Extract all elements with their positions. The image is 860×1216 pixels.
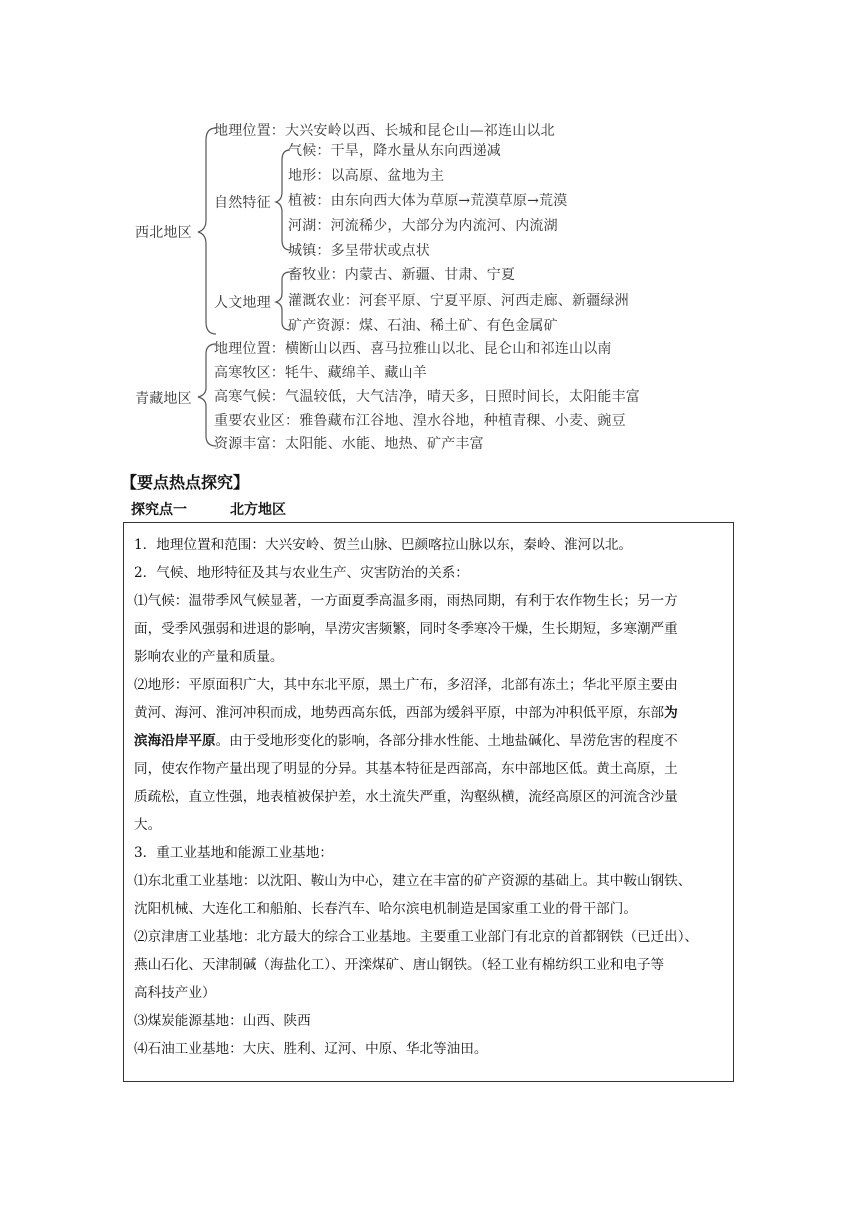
human-item-minerals: 矿产资源：煤、石油、稀土矿、有色金属矿	[288, 318, 558, 334]
terrain-line-3-text: 。由于受地形变化的影响，各部分排水性能、土地盐碱化、旱涝危害的程度不	[215, 733, 678, 749]
northwest-location: 地理位置：大兴安岭以西、长城和昆仑山—祁连山以北	[214, 123, 555, 139]
climate-line-2: 面，受季风强弱和进退的影响，旱涝灾害频繁，同时冬季寒冷干燥，生长期短，多寒潮严重	[134, 621, 678, 637]
terrain-line-2-text: 黄河、海河、淮河冲积而成，地势西高东低，西部为缓斜平原，中部为冲积低平原，东部	[134, 705, 665, 721]
terrain-line-2	[134, 701, 678, 721]
natural-item-climate: 气候：干旱，降水量从东向西递减	[288, 143, 501, 159]
terrain-line-3	[134, 729, 678, 749]
human-item-livestock: 畜牧业：内蒙古、新疆、甘肃、宁夏	[288, 267, 516, 283]
natural-item-vegetation: 植被：由东向西大体为草原→荒漠草原→荒漠	[288, 193, 568, 209]
coastal-plain-bold: 滨海沿岸平原	[134, 733, 216, 749]
terrain-line-1: ⑵地形：平原面积广大，其中东北平原，黑土广布，多沼泽，北部有冻土；华北平原主要由	[134, 677, 678, 693]
terrain-line-5: 质疏松，直立性强，地表植被保护差，水土流失严重，沟壑纵横，流经高原区的河流含沙量	[134, 789, 678, 805]
climate-line-3: 影响农业的产量和质量。	[134, 649, 284, 665]
coal-base-line: ⑶煤炭能源基地：山西、陕西	[134, 1013, 311, 1029]
subsection-label: 探究点一	[131, 502, 187, 518]
terrain-line-2-bold: 为	[664, 705, 678, 721]
qingzang-item-resources: 资源丰富：太阳能、水能、地热、矿产丰富	[214, 436, 484, 452]
jingjintang-line-2: 燕山石化、天津制碱（海盐化工）、开滦煤矿、唐山钢铁。（轻工业有棉纺织工业和电子等	[134, 957, 665, 973]
human-geography-label: 人文地理	[214, 295, 271, 311]
bracket-lines	[120, 110, 680, 460]
content-box	[123, 522, 734, 1082]
qingzang-item-climate: 高寒气候：气温较低，大气洁净，晴天多，日照时间长，太阳能丰富	[214, 389, 640, 405]
line-location: 1．地理位置和范围：大兴安岭、贺兰山脉、巴颜喀拉山脉以东，秦岭、淮河以北。	[134, 537, 633, 553]
natural-item-terrain: 地形：以高原、盆地为主	[288, 168, 445, 184]
line-industry-heading: 3．重工业基地和能源工业基地：	[134, 845, 333, 861]
jingjintang-line-1: ⑵京津唐工业基地：北方最大的综合工业基地。主要重工业部门有北京的首都钢铁（已迁出）、	[134, 929, 699, 945]
section-title: 【要点热点探究】	[121, 473, 250, 492]
qingzang-item-pasture: 高寒牧区：牦牛、藏绵羊、藏山羊	[214, 365, 427, 381]
climate-line-1: ⑴气候：温带季风气候显著，一方面夏季高温多雨，雨热同期，有利于农作物生长；另一方	[134, 593, 678, 609]
northeast-line-1: ⑴东北重工业基地：以沈阳、鞍山为中心，建立在丰富的矿产资源的基础上。其中鞍山钢铁、	[134, 873, 692, 889]
oil-base-line: ⑷石油工业基地：大庆、胜利、辽河、中原、华北等油田。	[134, 1041, 488, 1057]
terrain-line-6: 大。	[134, 817, 162, 833]
human-item-irrigation: 灌溉农业：河套平原、宁夏平原、河西走廊、新疆绿洲	[288, 293, 629, 309]
jingjintang-line-3: 高科技产业）	[134, 985, 216, 1001]
knowledge-tree-diagram	[120, 110, 680, 460]
qingzang-item-location: 地理位置：横断山以西、喜马拉雅山以北、昆仑山和祁连山以南	[214, 341, 612, 357]
natural-item-rivers: 河湖：河流稀少，大部分为内流河、内流湖	[288, 218, 558, 234]
line-climate-terrain-heading: 2．气候、地形特征及其与农业生产、灾害防治的关系：	[134, 565, 469, 581]
qingzang-region-label: 青藏地区	[135, 391, 192, 407]
natural-item-towns: 城镇：多呈带状或点状	[288, 243, 430, 259]
northwest-region-label: 西北地区	[135, 225, 192, 241]
subsection-title: 北方地区	[230, 502, 286, 518]
terrain-line-4: 同，使农作物产量出现了明显的分异。其基本特征是西部高，东中部地区低。黄土高原，土	[134, 761, 678, 777]
qingzang-item-agriculture: 重要农业区：雅鲁藏布江谷地、湟水谷地，种植青稞、小麦、豌豆	[214, 413, 626, 429]
northeast-line-2: 沈阳机械、大连化工和船舶、长春汽车、哈尔滨电机制造是国家重工业的骨干部门。	[134, 901, 637, 917]
natural-features-label: 自然特征	[214, 195, 271, 211]
